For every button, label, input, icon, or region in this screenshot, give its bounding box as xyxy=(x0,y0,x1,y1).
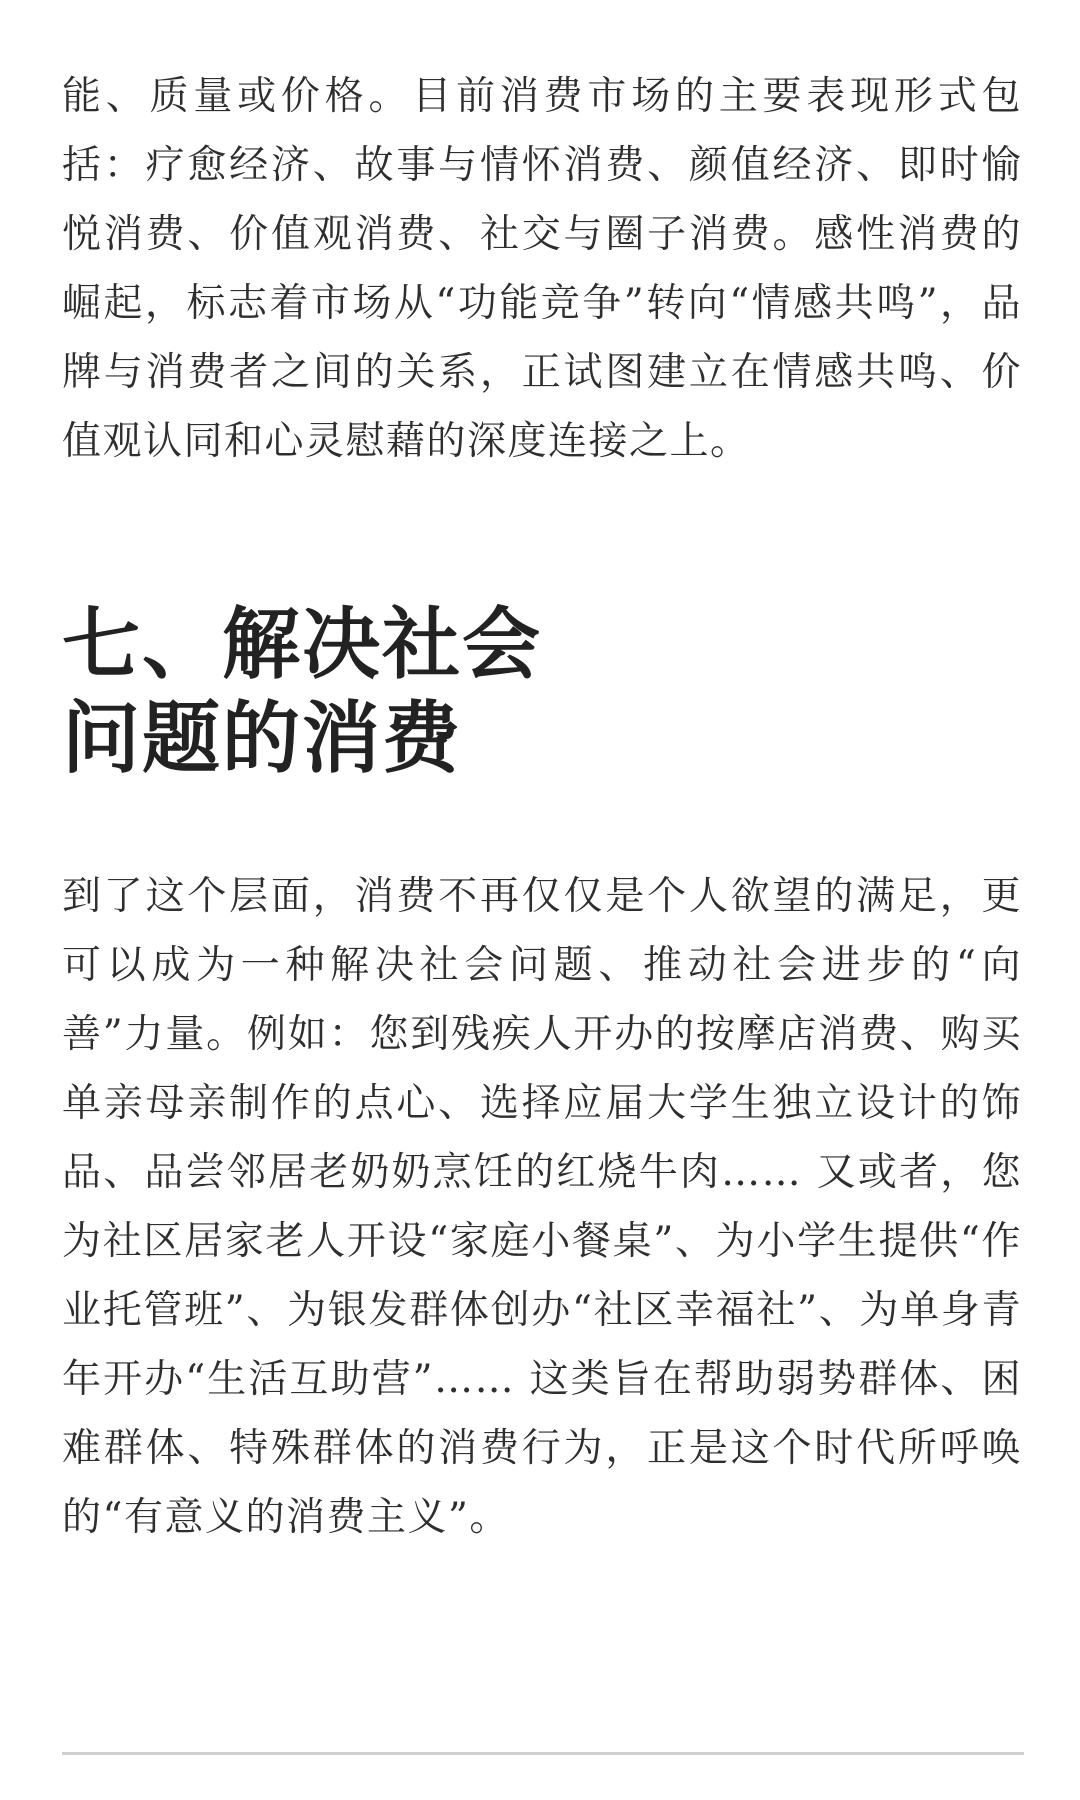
section-heading xyxy=(62,598,1022,786)
paragraph-intro: 能、质量或价格。目前消费市场的主要表现形式包括：疗愈经济、故事与情怀消费、颜值经济、即时愉悦消费、价值观消费、社交与圈子消费。感性消费的崛起，标志着市场从“功能竞争”转向“情感共鸣”，品牌与消费者之间的关系，正试图建立在情感共鸣、价值观认同和心灵慰藉的深度连接之上。 xyxy=(62,74,1022,464)
section-heading-line-2: 问题的消费 xyxy=(62,693,463,784)
section-heading-line-1: 七、解决社会 xyxy=(62,599,543,690)
bottom-divider xyxy=(62,1752,1024,1755)
paragraph-body: 到了这个层面，消费不再仅仅是个人欲望的满足，更可以成为一种解决社会问题、推动社会进步的“向善”力量。例如：您到残疾人开办的按摩店消费、购买单亲母亲制作的点心、选择应届大学生独立设计的饰品、品尝邻居老奶奶烹饪的红烧牛肉…… 又或者，您为社区居家老人开设“家庭小餐桌”、为小学生提供“作业托管班”、为银发群体创办“社区幸福社”、为单身青年开办“生活互助营”…… 这类旨在帮助弱势群体、困难群体、特殊群体的消费行为，正是这个时代所呼唤的“有意义的消费主义”。 xyxy=(62,874,1022,1540)
